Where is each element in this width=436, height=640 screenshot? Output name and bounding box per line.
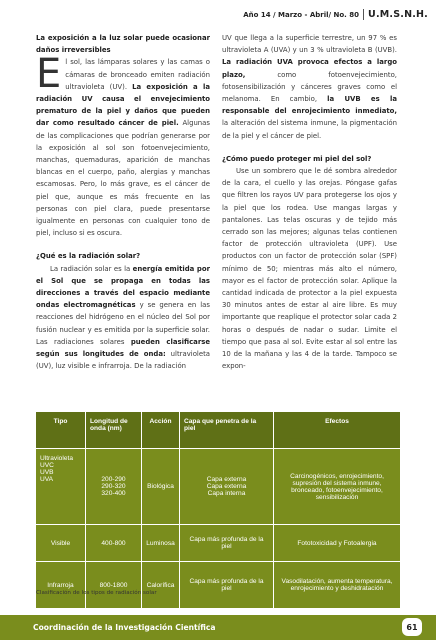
radiation-text-a: La radiación solar es la xyxy=(50,264,131,273)
table-header-row xyxy=(36,412,400,448)
protection-paragraph: Use un sombrero que le dé sombra alrededor de la cara, el cuello y las orejas. Póngase gafas que filtren los rayos UV para protegerse los ojos y la piel que los rodea. Use mangas largas y pantalones. Las telas oscuras y de tejido más cerrado son las mejores; algunas telas contienen factor de protección ultravioleta (UPF). Use productos con un factor de protección solar (SPF) mínimo de 50; mientras más alto el número, mayor es el factor de protección solar. Aplique la cantidad indicada de protector a la piel expuesta 30 minutos antes de estar al aire libre. Es muy importante que reaplique el protector solar cada 2 horas o después de nadar o sudar. Limite el tiempo que pasa al sol. Evite estar al sol entre las 10 de la mañana y las 4 de la tarde. Tampoco se expon- xyxy=(222,167,397,371)
cell-longitud: 200-290 290-320 320-400 xyxy=(86,449,142,524)
page-number: 61 xyxy=(402,618,422,636)
uv-text-c: como fotoenvejecimiento, fotosensibilización y cánceres graves como el melanoma. En cambio, xyxy=(222,70,397,104)
intro-text-c: Algunas de las complicaciones que podrían generarse por la exposición al sol son fotoenvejecimiento, manchas, quemaduras, aparición de manchas blancas en el cuerpo, paño, alergias y manchas escamosas. Pero, lo más grave, es el cáncer de piel que, aunque es más frecuente en las personas con piel clara, puede presentarse igualmente en personas con cualquier tono de piel, incluso si es oscura. xyxy=(36,119,210,238)
radiation-table xyxy=(36,412,400,608)
cell-capa: Capa más profunda de la piel xyxy=(180,562,274,608)
tipo-list: UVC UVB UVA xyxy=(40,462,54,483)
tipo-title: Ultravioleta xyxy=(40,455,73,462)
header-tipo: Tipo xyxy=(36,412,86,448)
left-column xyxy=(36,32,210,372)
university-name: U.M.S.N.H. xyxy=(368,9,428,20)
uv-text-e: la alteración del sistema inmune, la pigmentación de la piel y el cáncer de piel. xyxy=(222,119,397,140)
cell-tipo xyxy=(36,449,86,524)
intro-text-a: l sol, las lámparas solares y las camas o cámaras de bronceado emiten radiación ultravioleta (UV). xyxy=(65,58,210,91)
section-heading-radiation: ¿Qué es la radiación solar? xyxy=(36,252,141,261)
cell-capa: Capa externa Capa externa Capa interna xyxy=(180,449,274,524)
intro-text-b: La exposición a la radiación UV causa el envejecimiento prematuro de la piel y daños que pueden dar como resultado cáncer de piel. xyxy=(36,82,210,128)
cell-longitud: 800-1800 xyxy=(86,562,142,608)
page-footer xyxy=(0,615,436,640)
header-capa: Capa que penetra de la piel xyxy=(180,412,274,448)
cell-efectos: Carcinogénicos, enrojecimiento, supresión del sistema inmune, bronceado, fotoenvejecimiento, sensibilización xyxy=(290,472,384,501)
header-longitud: Longitud de onda (nm) xyxy=(86,412,142,448)
cell-accion: Biológica xyxy=(142,449,180,524)
cell-longitud: 400-800 xyxy=(86,525,142,561)
uv-text-d: la UVB es la responsable del enrojecimiento inmediato, xyxy=(222,95,397,116)
table-caption: Clasificación de los tipos de radiación solar xyxy=(36,590,157,596)
section-heading-protection: ¿Cómo puedo proteger mi piel del sol? xyxy=(222,154,372,163)
cell-efectos: Vasodilatación, aumenta temperatura, enrojecimiento y deshidratación xyxy=(281,578,393,592)
radiation-text-b: energía emitida por el Sol que se propaga en todas las direcciones a través del espacio mediante ondas electromagnéticas xyxy=(36,264,210,310)
radiation-text-c: y se genera en las reacciones del hidrógeno en el núcleo del Sol por fusión nuclear y es emitida por la superficie solar. Las radiaciones solares xyxy=(36,301,210,346)
drop-cap: E xyxy=(36,51,62,98)
uv-paragraph xyxy=(222,32,397,142)
radiation-text-e: ultravioleta (UV), luz visible e infrarroja. De la radiación xyxy=(36,350,210,371)
right-column xyxy=(222,32,397,372)
section-heading-exposure: La exposición a la luz solar puede ocasionar daños irreversibles xyxy=(36,34,210,55)
footer-text: Coordinación de la Investigación Científica xyxy=(33,623,216,632)
cell-tipo: Visible xyxy=(36,525,86,561)
radiation-paragraph xyxy=(36,263,210,373)
header-efectos: Efectos xyxy=(325,418,349,425)
cell-tipo: Infrarroja xyxy=(36,562,86,608)
issue-info: Año 14 / Marzo - Abril/ No. 80 xyxy=(243,10,360,19)
table-row xyxy=(36,524,400,561)
page-header xyxy=(243,9,428,20)
radiation-text-d: pueden clasificarse según sus longitudes de onda: xyxy=(36,337,210,359)
header-accion: Acción xyxy=(142,412,180,448)
table-row xyxy=(36,561,400,608)
cell-accion: Luminosa xyxy=(142,525,180,561)
header-divider xyxy=(363,9,364,20)
table-row xyxy=(36,448,400,524)
cell-accion: Calorífica xyxy=(142,562,180,608)
cell-capa: Capa más profunda de la piel xyxy=(180,525,274,561)
intro-paragraph xyxy=(36,51,210,239)
cell-efectos: Fototoxicidad y Fotoalergia xyxy=(297,539,377,547)
uv-text-a: UV que llega a la superficie terrestre, un 97 % es ultravioleta A (UVA) y un 3 % ultravioleta B (UVB). xyxy=(222,34,397,55)
uv-text-b: La radiación UVA provoca efectos a largo plazo, xyxy=(222,58,397,79)
